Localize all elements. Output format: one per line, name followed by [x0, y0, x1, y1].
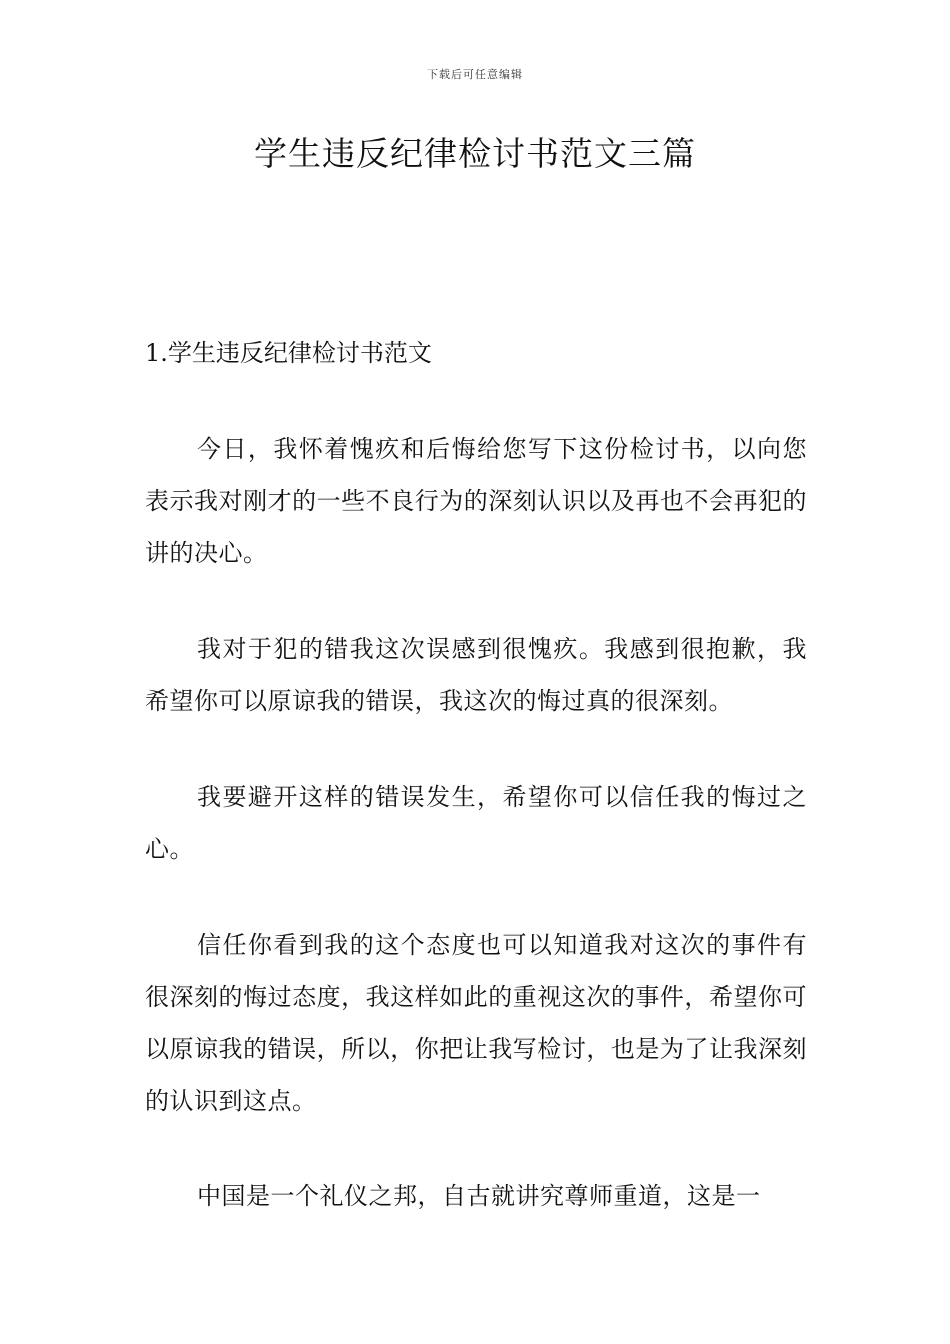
section-heading: 1.学生违反纪律检讨书范文 — [145, 339, 432, 367]
paragraph-5: 中国是一个礼仪之邦，自古就讲究尊师重道，这是一 — [197, 1182, 761, 1210]
paragraph-4: 信任你看到我的这个态度也可以知道我对这次的事件有很深刻的悔过态度，我这样如此的重视这次的事件，希望你可以原谅我的错误，所以，你把让我写检讨，也是为了让我深刻的认识到这点。 — [145, 931, 807, 1115]
paragraph-1: 今日，我怀着愧疚和后悔给您写下这份检讨书，以向您表示我对刚才的一些不良行为的深刻认识以及再也不会再犯的讲的决心。 — [145, 435, 807, 567]
document-title: 学生违反纪律检讨书范文三篇 — [254, 134, 696, 173]
paragraph-2: 我对于犯的错我这次误感到很愧疚。我感到很抱歉，我希望你可以原谅我的错误，我这次的悔过真的很深刻。 — [145, 635, 807, 715]
header-note: 下载后可任意编辑 — [427, 68, 523, 81]
paragraph-3: 我要避开这样的错误发生，希望你可以信任我的悔过之心。 — [145, 783, 807, 863]
